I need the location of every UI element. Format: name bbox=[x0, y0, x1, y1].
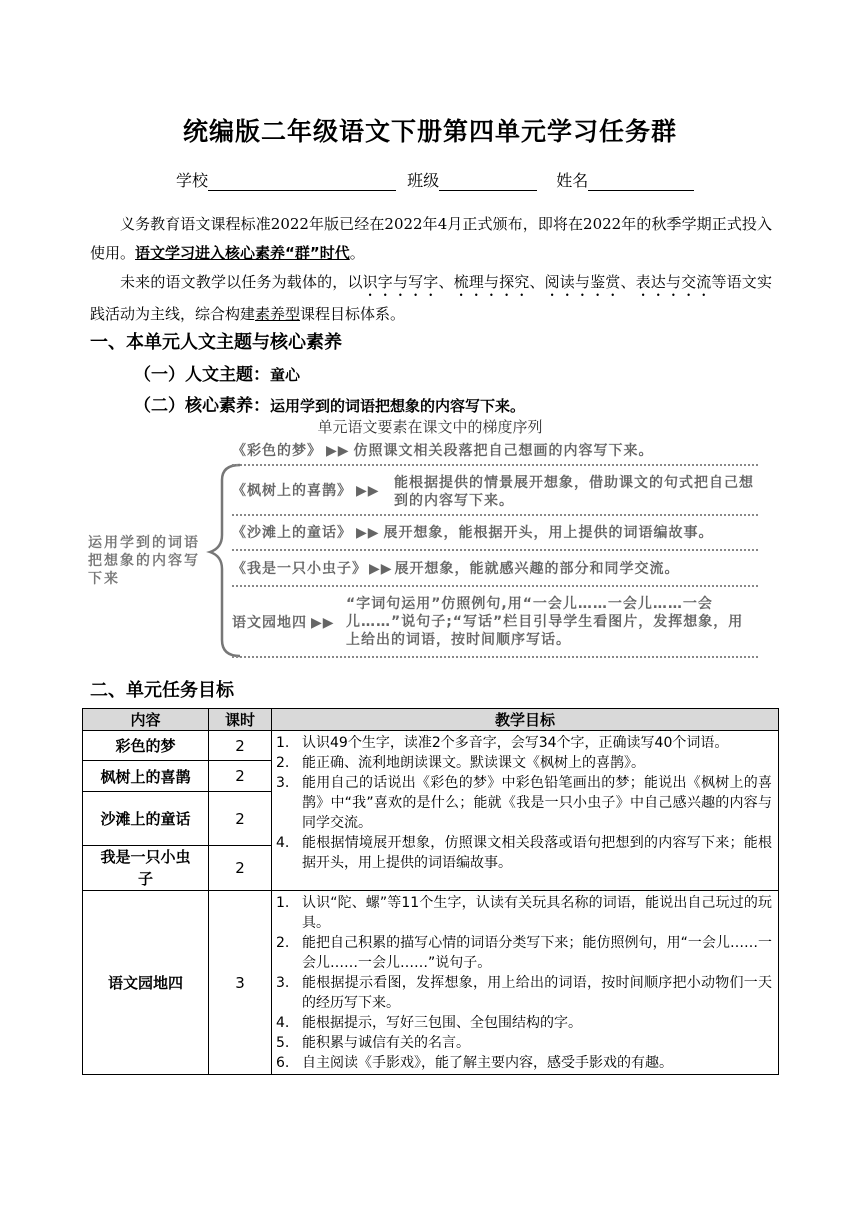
diagram-row-1 bbox=[232, 442, 654, 460]
arrow-icon: ▶▶ bbox=[311, 615, 335, 631]
divider bbox=[232, 585, 758, 587]
section-2-heading: 二、单元任务目标 bbox=[90, 680, 234, 701]
arrow-icon: ▶▶ bbox=[356, 483, 380, 499]
p2-text-i: 等语文实践活动为主线，综合构建 bbox=[90, 273, 772, 323]
goal-item: 3. 能用自己的话说出《彩色的梦》中彩色铅笔画出的梦；能说出《枫树上的喜鹊》中“我”喜欢的是什么；能就《我是一只小虫子》中自己感兴趣的内容与同学交流。 bbox=[276, 775, 772, 831]
page-title: 统编版二年级语文下册第四单元学习任务群 bbox=[182, 117, 677, 146]
sep-1: 、 bbox=[438, 273, 454, 291]
intro-period: 。 bbox=[349, 244, 365, 262]
diagram-row-5-lesson bbox=[232, 614, 339, 632]
col-header-goals: 教学目标 bbox=[272, 709, 779, 731]
name-label: 姓名 bbox=[556, 171, 589, 190]
lesson-name: 语文园地四 bbox=[83, 891, 209, 1075]
row-text: 仿照课文相关段落把自己想画的内容写下来。 bbox=[353, 443, 654, 459]
row-lesson: 《我是一只小虫子》 bbox=[232, 561, 367, 577]
arrow-icon: ▶▶ bbox=[326, 443, 350, 459]
practice-expression: 表达与交流 bbox=[635, 273, 712, 291]
core-label: （二）核心素养： bbox=[134, 396, 270, 416]
goal-item: 4. 能根据提示，写好三包围、全包围结构的字。 bbox=[276, 1015, 582, 1031]
theme-value: 童心 bbox=[270, 366, 301, 384]
col-header-hours: 课时 bbox=[209, 709, 272, 731]
sep-2: 、 bbox=[529, 273, 545, 291]
row-lesson: 《沙滩上的童话》 bbox=[232, 525, 352, 541]
arrow-icon: ▶▶ bbox=[356, 525, 380, 541]
row-text: 展开想象，能就感兴趣的部分和同学交流。 bbox=[394, 561, 680, 577]
school-label: 学校 bbox=[176, 171, 209, 190]
diagram-row-4 bbox=[232, 560, 680, 578]
table-row bbox=[83, 731, 779, 761]
diagram-row-2-lesson bbox=[232, 482, 384, 500]
goal-item: 1. 认识“陀、螺”等11个生字，认读有关玩具名称的词语，能说出自己玩过的玩具。 bbox=[276, 895, 772, 931]
lesson-name: 枫树上的喜鹊 bbox=[83, 761, 209, 792]
row-text: 展开想象，能根据开头，用上提供的词语编故事。 bbox=[383, 525, 714, 541]
goal-item: 2. 能把自己积累的描写心情的词语分类写下来；能仿照例句，用“一会儿……一会儿……一会儿……”说句子。 bbox=[276, 935, 772, 971]
col-header-content: 内容 bbox=[83, 709, 209, 731]
divider bbox=[232, 656, 758, 658]
p2-text-k: 课程目标体系。 bbox=[300, 305, 406, 323]
table-row bbox=[83, 891, 779, 1075]
task-goals-table bbox=[82, 708, 779, 1075]
goals-cell-group-2 bbox=[272, 891, 779, 1075]
section-1-heading: 一、本单元人文主题与核心素养 bbox=[90, 332, 342, 353]
goals-cell-group-1 bbox=[272, 731, 779, 891]
diagram-row-3 bbox=[232, 524, 714, 542]
practice-reading: 阅读与鉴赏 bbox=[544, 273, 621, 291]
sep-3: 、 bbox=[620, 273, 636, 291]
lesson-hours: 2 bbox=[209, 846, 272, 891]
divider bbox=[232, 464, 758, 466]
table-header-row bbox=[83, 709, 779, 731]
goal-item: 4. 能根据情境展开想象，仿照课文相关段落或语句把想到的内容写下来；能根据开头，用上提供的词语编故事。 bbox=[276, 835, 772, 871]
divider bbox=[232, 514, 758, 516]
lesson-hours: 2 bbox=[209, 731, 272, 761]
lesson-name: 沙滩上的童话 bbox=[83, 792, 209, 846]
row-lesson: 《枫树上的喜鹊》 bbox=[232, 483, 352, 499]
lesson-name: 我是一只小虫子 bbox=[83, 846, 209, 891]
lesson-hours: 2 bbox=[209, 792, 272, 846]
row-lesson: 语文园地四 bbox=[232, 615, 307, 631]
diagram-row-2-text: 能根据提供的情景展开想象，借助课文的句式把自己想到的内容写下来。 bbox=[394, 475, 754, 509]
lesson-name: 彩色的梦 bbox=[83, 731, 209, 761]
goal-item: 2. 能正确、流利地朗读课文。默读课文《枫树上的喜鹊》。 bbox=[276, 755, 645, 771]
divider bbox=[232, 549, 758, 551]
diagram-title: 单元语文要素在课文中的梯度序列 bbox=[317, 418, 543, 436]
lesson-hours: 3 bbox=[209, 891, 272, 1075]
row-lesson: 《彩色的梦》 bbox=[232, 443, 322, 459]
diagram-row-5-text: “字词句运用”仿照例句,用“一会儿……一会儿……一会儿……”说句子;“写话”栏目引导学生看图片，发挥想象，用上给出的词语，按时间顺序写话。 bbox=[346, 596, 744, 648]
intro-bold-statement: 语文学习进入核心素养“群”时代 bbox=[135, 244, 350, 262]
intro-text: 义务教育语文课程标准2022年版已经在2022年4月正式颁布，即将在2022年的秋季学期正式投入使用。 bbox=[90, 215, 772, 262]
diagram-left-text: 运用学到的词语把想象的内容写下来 bbox=[88, 535, 200, 587]
lesson-hours: 2 bbox=[209, 761, 272, 792]
goal-item: 3. 能根据提示看图，发挥想象，用上给出的词语，按时间顺序把小动物们一天的经历写下来。 bbox=[276, 975, 772, 1011]
arrow-icon: ▶▶ bbox=[369, 561, 393, 577]
goal-item: 1. 认识49个生字，读准2个多音字，会写34个字，正确读写40个词语。 bbox=[276, 735, 729, 751]
class-label: 班级 bbox=[407, 171, 440, 190]
practice-literacy: 识字与写字 bbox=[362, 273, 439, 291]
theme-label: （一）人文主题： bbox=[134, 365, 270, 385]
goal-item: 5. 能积累与诚信有关的名言。 bbox=[276, 1035, 470, 1051]
goal-item: 6. 自主阅读《手影戏》，能了解主要内容，感受手影戏的有趣。 bbox=[276, 1055, 673, 1071]
core-value: 运用学到的词语把想象的内容写下来。 bbox=[270, 397, 526, 415]
p2-text-a: 未来的语文教学以任务为载体的，以 bbox=[120, 273, 363, 291]
competency-type: 素养型 bbox=[255, 305, 301, 323]
practice-explore: 梳理与探究 bbox=[453, 273, 530, 291]
